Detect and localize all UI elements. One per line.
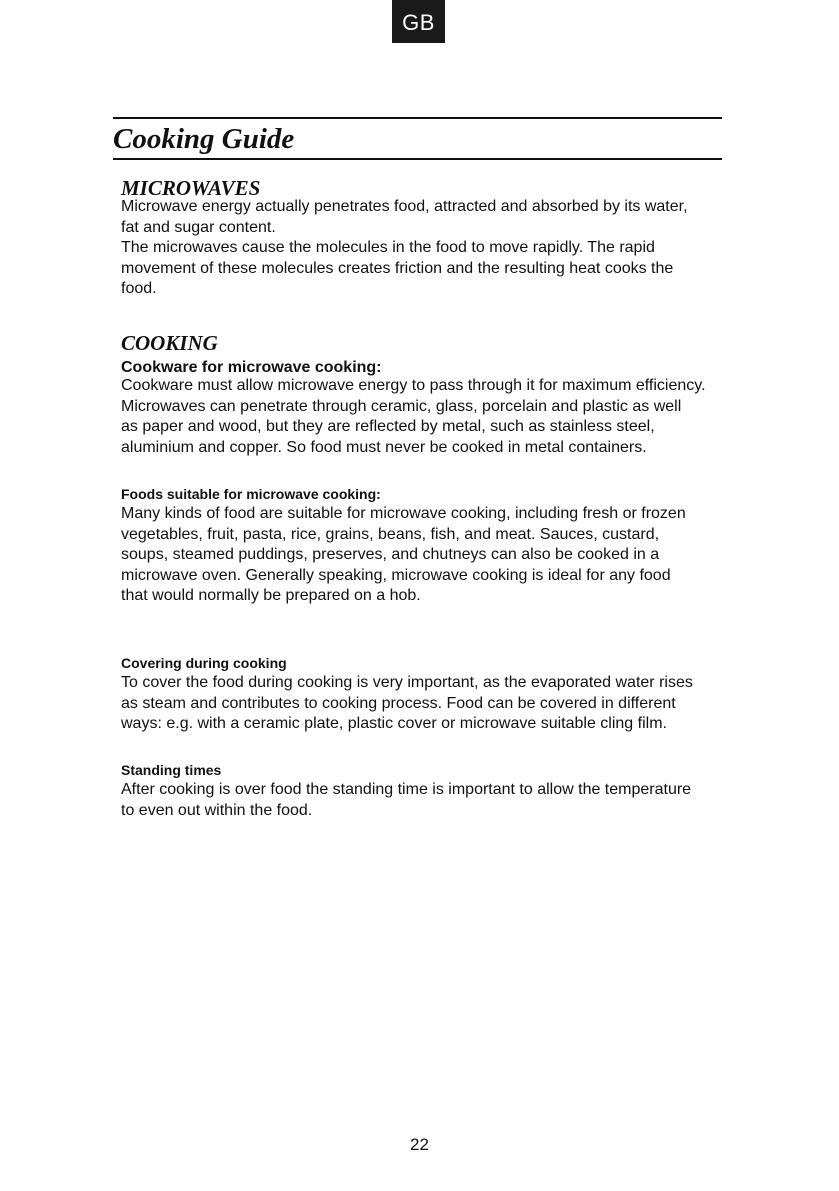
text-line: To cover the food during cooking is very important, as the evaporated water rises <box>121 674 693 691</box>
text-line: to even out within the food. <box>121 801 313 819</box>
standing-paragraph <box>121 780 731 821</box>
text-line: aluminium and copper. So food must never be cooked in metal containers. <box>121 438 647 456</box>
text-line: that would normally be prepared on a hob. <box>121 587 421 605</box>
text-line: microwave oven. Generally speaking, microwave cooking is ideal for any food <box>121 566 671 584</box>
text-line: Microwaves can penetrate through ceramic, glass, porcelain and plastic as well <box>121 397 682 415</box>
section-heading-microwaves: MICROWAVES <box>121 176 261 200</box>
text-line: Many kinds of food are suitable for microwave cooking, including fresh or frozen <box>121 505 686 522</box>
title-bottom-rule <box>113 158 722 160</box>
foods-paragraph <box>121 504 731 607</box>
text-line: vegetables, fruit, pasta, rice, grains, beans, fish, and meat. Sauces, custard, <box>121 525 660 543</box>
cookware-paragraph <box>121 376 731 458</box>
title-top-rule <box>113 117 722 119</box>
microwaves-paragraph <box>121 197 731 300</box>
text-line: soups, steamed puddings, preserves, and chutneys can also be cooked in a <box>121 546 660 564</box>
text-line: Microwave energy actually penetrates food, attracted and absorbed by its water, <box>121 198 688 215</box>
language-tab: GB <box>392 0 445 43</box>
text-line: food. <box>121 280 157 298</box>
text-line: ways: e.g. with a ceramic plate, plastic cover or microwave suitable cling film. <box>121 715 667 733</box>
foods-subheading: Foods suitable for microwave cooking: <box>121 486 381 502</box>
text-line: After cooking is over food the standing time is important to allow the temperature <box>121 781 692 798</box>
text-line: movement of these molecules creates friction and the resulting heat cooks the <box>121 259 674 277</box>
text-line: fat and sugar content. <box>121 218 276 236</box>
text-line: as paper and wood, but they are reflected by metal, such as stainless steel, <box>121 418 655 436</box>
page-title: Cooking Guide <box>113 123 295 155</box>
page-number: 22 <box>410 1135 429 1154</box>
text-line: Cookware must allow microwave energy to pass through it for maximum efficiency. <box>121 377 706 394</box>
text-line: The microwaves cause the molecules in the food to move rapidly. The rapid <box>121 239 655 257</box>
standing-subheading: Standing times <box>121 762 222 778</box>
covering-subheading: Covering during cooking <box>121 655 287 671</box>
cookware-subheading: Cookware for microwave cooking: <box>121 359 382 376</box>
text-line: as steam and contributes to cooking process. Food can be covered in different <box>121 694 676 712</box>
covering-paragraph <box>121 673 731 735</box>
section-heading-cooking: COOKING <box>121 331 218 355</box>
